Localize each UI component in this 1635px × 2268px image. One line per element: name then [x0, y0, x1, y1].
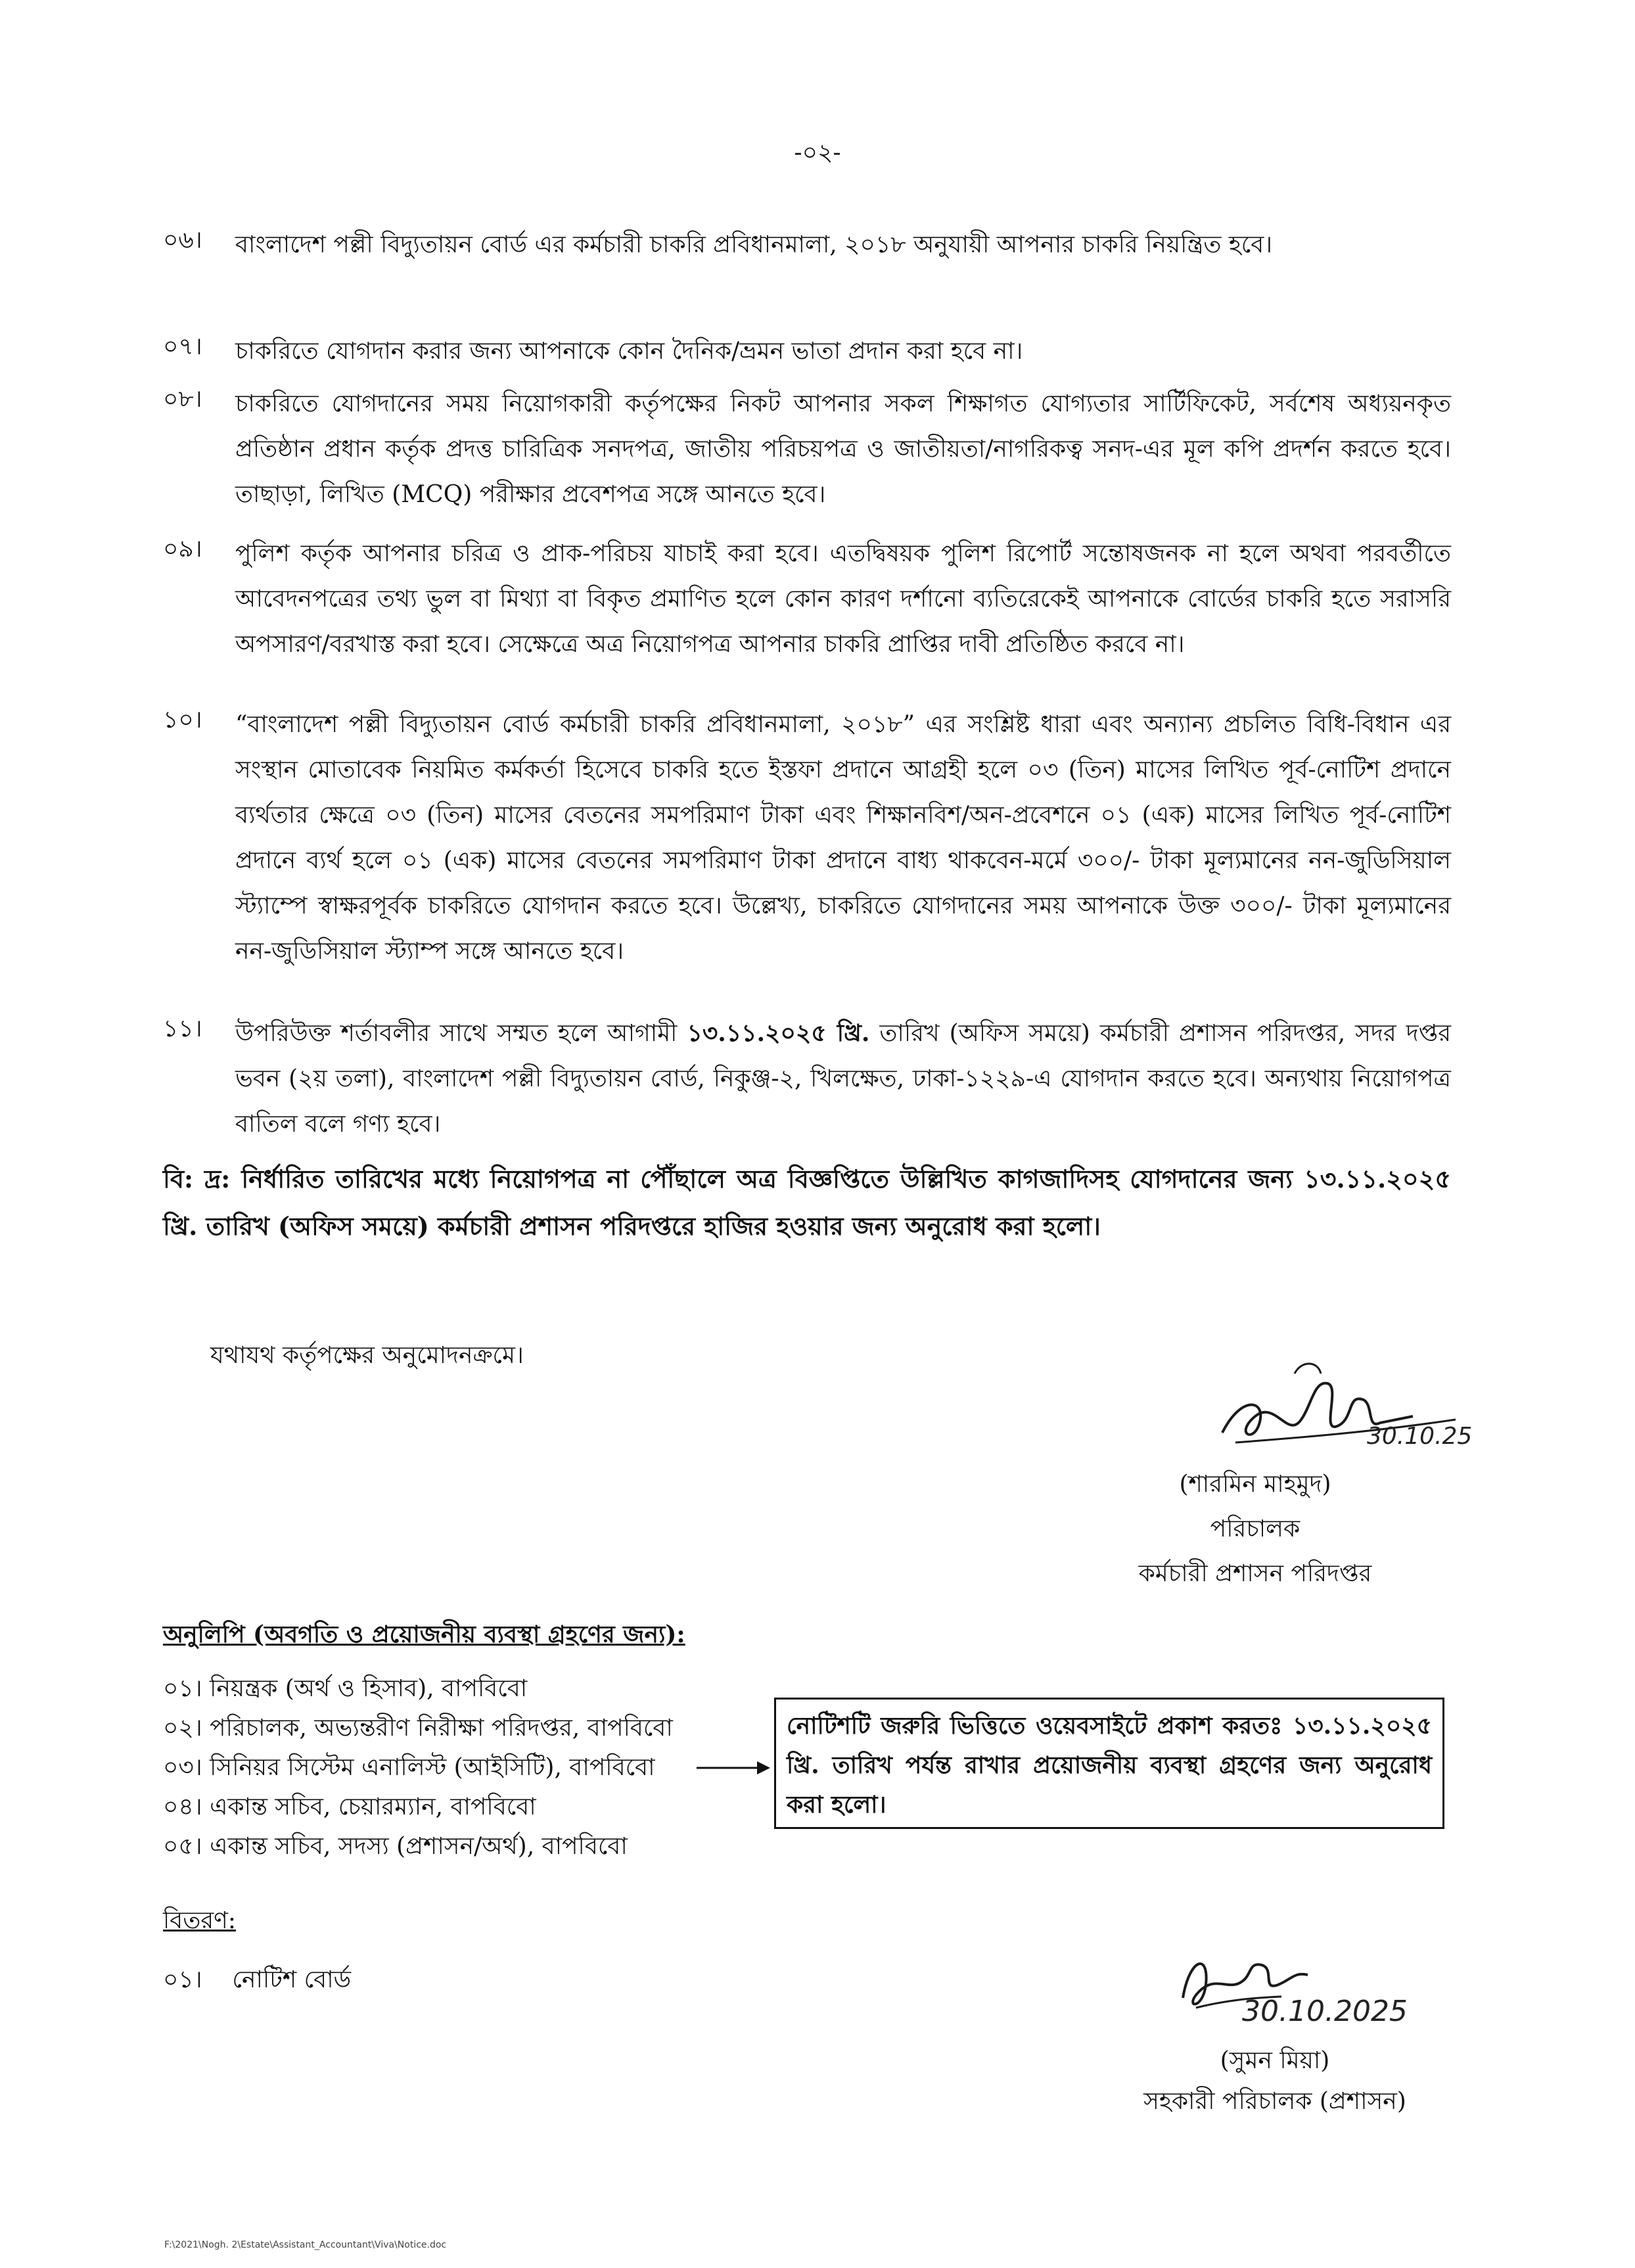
clause-10 — [163, 702, 1451, 974]
signature-date: 30.10.2025 — [1242, 1995, 1408, 2028]
signatory-director — [1025, 1462, 1485, 1596]
approval-line: যথাযথ কর্তৃপক্ষের অনুমোদনক্রমে। — [210, 1342, 524, 1369]
signature-director — [1196, 1354, 1472, 1466]
clause-text-part: উপরিউক্ত শর্তাবলীর সাথে সম্মত হলে আগামী — [235, 1020, 687, 1047]
special-note — [163, 1155, 1451, 1250]
clause-text: পুলিশ কর্তৃক আপনার চরিত্র ও প্রাক-পরিচয় যাচাই করা হবে। এতদ্বিষয়ক পুলিশ রিপোর্ট সন্তোষজনক না হলে অথবা পরবর্তীতে আবেদনপত্রের তথ্য ভুল বা মিথ্যা বা বিকৃত প্রমাণিত হলে কোন কারণ দর্শানো ব্যতিরেকেই আপনাকে বোর্ডের চাকরি হতে সরাসরি অপসারণ/বরখাস্ত করা হবে। সেক্ষেত্রে অত্র নিয়োগপত্র আপনার চাকরি প্রাপ্তির দাবী প্রতিষ্ঠিত করবে না। — [235, 540, 1451, 658]
note-label: বি: দ্র: — [163, 1164, 231, 1193]
copies-list-item: ০৫। একান্ত সচিব, সদস্য (প্রশাসন/অর্থ), বাপবিবো — [163, 1833, 628, 1860]
distribution-heading: বিতরণ: — [163, 1907, 237, 1934]
clause-11 — [163, 1011, 1451, 1147]
signatory-assistant-director — [1078, 2041, 1472, 2122]
clause-number: ০৯। — [163, 536, 202, 563]
signatory-office: কর্মচারী প্রশাসন পরিদপ্তর — [1138, 1560, 1372, 1587]
clause-number: ০৬। — [163, 227, 202, 254]
clause-text: “বাংলাদেশ পল্লী বিদ্যুতায়ন বোর্ড কর্মচারী চাকরি প্রবিধানমালা, ২০১৮” এর সংশ্লিষ্ট ধারা এবং অন্যান্য প্রচলিত বিধি-বিধান এর সংস্থান মোতাবেক নিয়মিত কর্মকর্তা হিসেবে চাকরি হতে ইস্তফা প্রদানে আগ্রহী হলে ০৩ (তিন) মাসের লিখিত পূর্ব-নোটিশ প্রদানে ব্যর্থতার ক্ষেত্রে ০৩ (তিন) মাসের বেতনের সমপরিমাণ টাকা এবং শিক্ষানবিশ/অন-প্রবেশনে ০১ (এক) মাসের লিখিত পূর্ব-নোটিশ প্রদানে ব্যর্থ হলে ০১ (এক) মাসের বেতনের সমপরিমাণ টাকা প্রদানে বাধ্য থাকবেন-মর্মে ৩০০/- টাকা মূল্যমানের নন-জুডিসিয়াল স্ট্যাম্পে স্বাক্ষরপূর্বক চাকরিতে যোগদান করতে হবে। উল্লেখ্য, চাকরিতে যোগদানের সময় আপনাকে উক্ত ৩০০/- টাকা মূল্যমানের নন-জুডিসিয়াল স্ট্যাম্প সঙ্গে আনতে হবে। — [235, 711, 1451, 965]
file-path-footer: F:\2021\Nogh. 2\Estate\Assistant_Accountant\Viva\Notice.doc — [164, 2240, 447, 2250]
note-text: নির্ধারিত তারিখের মধ্যে নিয়োগপত্র না পৌঁছালে অত্র বিজ্ঞপ্তিতে উল্লিখিত কাগজাদিসহ যোগদানের জন্য ১৩.১১.২০২৫ খ্রি. তারিখ (অফিস সময়ে) কর্মচারী প্রশাসন পরিদপ্তরে হাজির হওয়ার জন্য অনুরোধ করা হলো। — [163, 1164, 1452, 1241]
page-number: -০২- — [794, 139, 841, 166]
clause-text: চাকরিতে যোগদান করার জন্য আপনাকে কোন দৈনিক/ভ্রমন ভাতা প্রদান করা হবে না। — [235, 338, 1023, 365]
signatory-title: সহকারী পরিচালক (প্রশাসন) — [1143, 2088, 1406, 2115]
copies-heading: অনুলিপি (অবগতি ও প্রয়োজনীয় ব্যবস্থা গ্রহণের জন্য): — [163, 1621, 685, 1648]
clause-text — [235, 1011, 1451, 1147]
right-arrow-icon — [697, 1760, 770, 1776]
clause-text-part: তারিখ (অফিস সময়ে) কর্মচারী প্রশাসন পরিদপ্তর, সদর দপ্তর ভবন (২য় তলা), বাংলাদেশ পল্লী বিদ্যুতায়ন বোর্ড, নিকুঞ্জ-২, খিলক্ষেত, ঢাকা-১২২৯-এ যোগদান করতে হবে। অন্যথায় নিয়োগপত্র বাতিল বলে গণ্য হবে। — [235, 1020, 1452, 1138]
clause-07 — [163, 329, 1451, 374]
clause-text: বাংলাদেশ পল্লী বিদ্যুতায়ন বোর্ড এর কর্মচারী চাকরি প্রবিধানমালা, ২০১৮ অনুযায়ী আপনার চাকরি নিয়ন্ত্রিত হবে। — [235, 231, 1273, 258]
clause-08 — [163, 381, 1451, 517]
signature-assistant-director — [1170, 1945, 1446, 2044]
clause-09 — [163, 531, 1451, 667]
clause-06 — [163, 222, 1451, 267]
copies-list — [163, 1669, 673, 1866]
signatory-name: (সুমন মিয়া) — [1220, 2047, 1330, 2074]
copies-list-item: ০৩। সিনিয়র সিস্টেম এনালিস্ট (আইসিটি), বাপবিবো — [163, 1754, 655, 1781]
copies-list-item: ০২। পরিচালক, অভ্যন্তরীণ নিরীক্ষা পরিদপ্তর, বাপবিবো — [163, 1715, 673, 1742]
signature-date: 30.10.25 — [1367, 1423, 1473, 1450]
clause-text: চাকরিতে যোগদানের সময় নিয়োগকারী কর্তৃপক্ষের নিকট আপনার সকল শিক্ষাগত যোগ্যতার সার্টিফিকেট, সর্বশেষ অধ্যয়নকৃত প্রতিষ্ঠান প্রধান কর্তৃক প্রদত্ত চারিত্রিক সনদপত্র, জাতীয় পরিচয়পত্র ও জাতীয়তা/নাগরিকত্ব সনদ-এর মূল কপি প্রদর্শন করতে হবে। তাছাড়া, লিখিত (MCQ) পরীক্ষার প্রবেশপত্র সঙ্গে আনতে হবে। — [235, 390, 1451, 508]
copies-list-item: ০১। নিয়ন্ত্রক (অর্থ ও হিসাব), বাপবিবো — [163, 1675, 528, 1702]
signatory-name: (শারমিন মাহমুদ) — [1179, 1471, 1331, 1498]
clause-number: ১১। — [163, 1015, 202, 1042]
clause-number: ১০। — [163, 706, 202, 733]
signatory-title: পরিচালক — [1210, 1516, 1301, 1542]
copies-list-item: ০৪। একান্ত সচিব, চেয়ারম্যান, বাপবিবো — [163, 1794, 536, 1820]
joining-date: ১৩.১১.২০২৫ খ্রি. — [687, 1019, 870, 1047]
website-notice-box: নোটিশটি জরুরি ভিত্তিতে ওয়েবসাইটে প্রকাশ করতঃ ১৩.১১.২০২৫ খ্রি. তারিখ পর্যন্ত রাখার প্রয়োজনীয় ব্যবস্থা গ্রহণের জন্য অনুরোধ করা হলো। — [774, 1698, 1444, 1829]
distribution-item: ০১। নোটিশ বোর্ড — [163, 1966, 352, 1993]
clause-number: ০৭। — [163, 333, 202, 360]
clause-number: ০৮। — [163, 386, 202, 413]
